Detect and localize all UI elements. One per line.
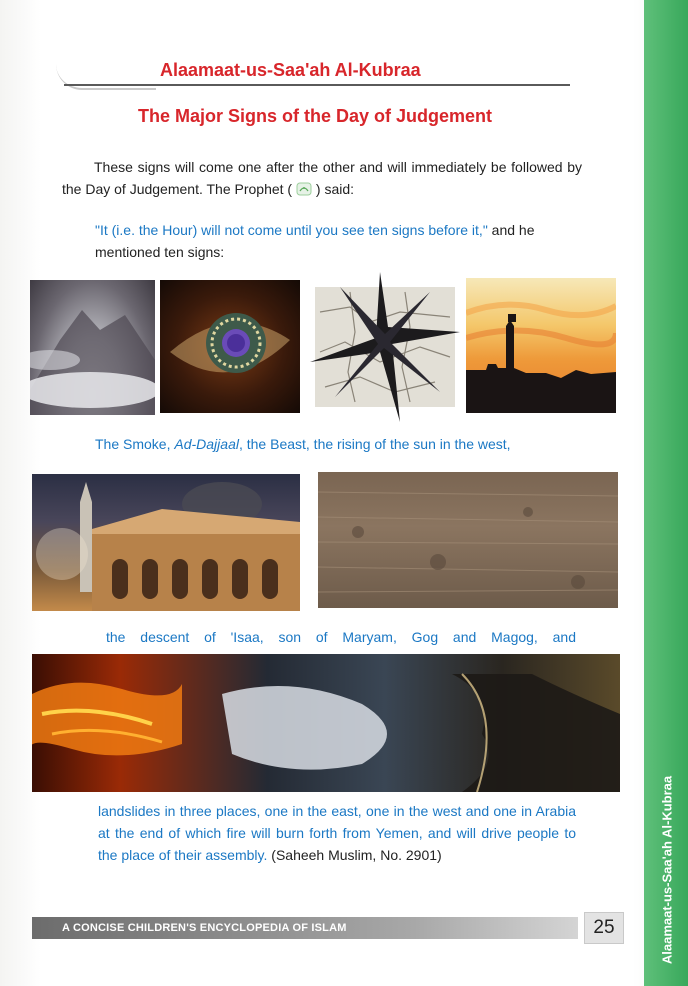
footer-book-title: A CONCISE CHILDREN'S ENCYCLOPEDIA OF ISLAM — [62, 922, 347, 934]
caption1-part3: , the Beast, the rising of the sun in the west, — [238, 436, 511, 452]
mosque-image — [32, 474, 300, 611]
closing-text: landslides in three places, one in the east, one in the west and one in Arabia at the end of which fire will burn forth from Yemen, and will drive people to the place of their assembly. — [98, 803, 576, 863]
sunset-west-image — [466, 278, 616, 413]
barren-field-image — [318, 472, 618, 608]
sidebar-label: Alaamaat-us-Saa'ah Al-Kubraa — [659, 775, 675, 965]
caption1-dajjaal: Ad-Dajjaal — [174, 436, 239, 452]
sidebar-label-box — [652, 760, 682, 980]
header-swoosh — [56, 64, 156, 90]
closing-paragraph — [98, 800, 576, 866]
smoke-image — [30, 280, 155, 415]
salutation-icon — [296, 182, 312, 196]
beast-cracked-earth-image — [310, 272, 460, 422]
dajjaal-eye-image — [160, 280, 300, 413]
caption-second-signs: the descent of 'Isaa, son of Maryam, Gog and Magog, and — [106, 629, 576, 645]
caption1-part1: The Smoke, — [95, 436, 175, 452]
closing-citation: (Saheeh Muslim, No. 2901) — [267, 847, 442, 863]
hadith-quote: "It (i.e. the Hour) will not come until you see ten signs before it," — [95, 222, 488, 238]
page-title: The Major Signs of the Day of Judgement — [137, 106, 493, 126]
landslide-lava-image — [32, 654, 620, 792]
caption-first-signs — [95, 436, 575, 452]
quote-after: and he mentioned ten signs: — [95, 222, 535, 260]
chapter-title: Alaamaat-us-Saa'ah Al-Kubraa — [160, 60, 421, 80]
header-rule — [64, 84, 570, 86]
intro-text-before: These signs will come one after the other and will immediately be followed by the Day of Judgement. The Prophet ( — [62, 159, 582, 197]
page-number: 25 — [584, 912, 624, 944]
chapter-sidebar — [644, 0, 688, 986]
quote-paragraph — [95, 219, 581, 263]
intro-text-after: ) said: — [312, 181, 355, 197]
intro-paragraph — [62, 156, 582, 200]
